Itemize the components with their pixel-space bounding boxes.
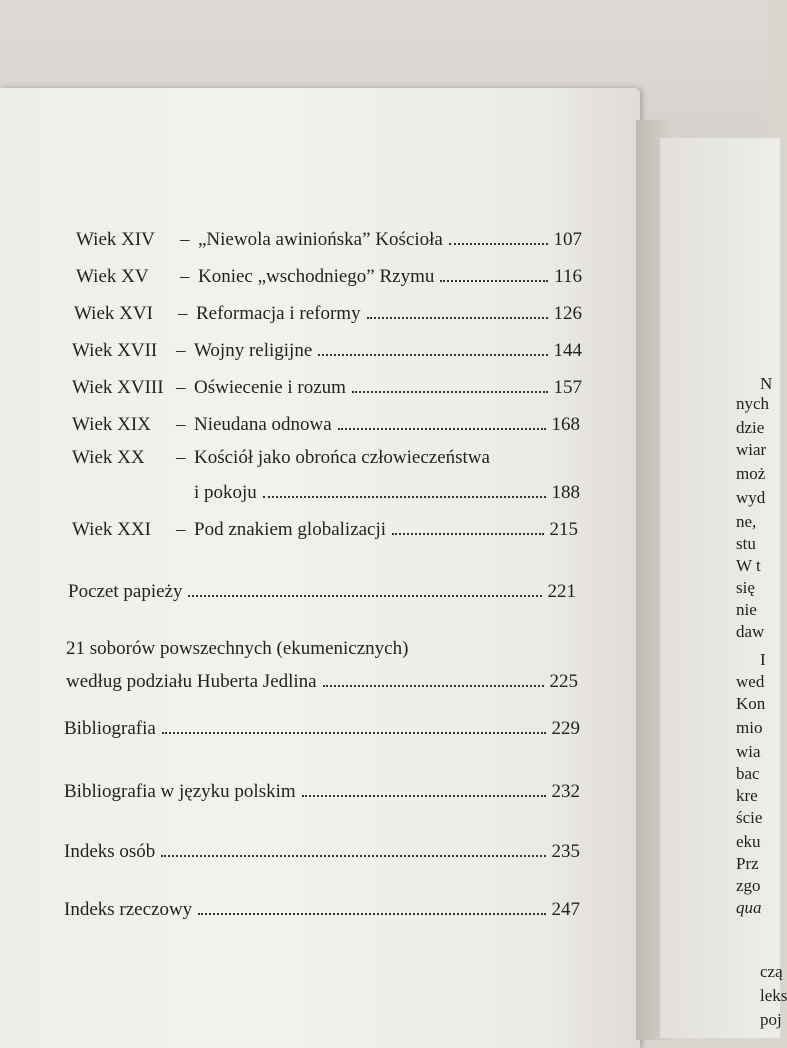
toc-entry-bibliography[interactable]: [64, 717, 580, 741]
toc-title: Wojny religijne: [194, 340, 313, 361]
right-text-fragment: wiar: [736, 440, 767, 459]
right-text-fragment: Kon: [736, 694, 766, 713]
right-text-fragment: daw: [736, 622, 765, 641]
toc-dash: –: [176, 414, 186, 435]
toc-title: Nieudana odnowa: [194, 414, 332, 435]
toc-page-number: 229: [551, 718, 580, 739]
toc-entry-index-persons[interactable]: [64, 840, 580, 864]
toc-dash: –: [176, 519, 186, 540]
right-page: [660, 138, 787, 1038]
toc-century: Wiek XXI: [72, 519, 151, 540]
right-text-fragment: moż: [736, 464, 766, 483]
toc-title: Koniec „wschodniego” Rzymu: [198, 266, 435, 287]
dot-leader: [263, 496, 546, 498]
dot-leader: [188, 595, 541, 597]
right-text-fragment: wed: [736, 672, 765, 691]
toc-entry-century-xx-line2[interactable]: [194, 481, 580, 505]
toc-entry-century-xviii[interactable]: [72, 376, 582, 400]
toc-title: Kościół jako obrońca człowieczeństwa: [194, 447, 490, 468]
toc-entry-century-xix[interactable]: [72, 413, 580, 437]
toc-page-number: 225: [549, 671, 578, 692]
toc-page-number: 116: [554, 266, 582, 287]
right-text-fragment: qua: [736, 898, 762, 917]
toc-title: Bibliografia: [64, 718, 156, 739]
dot-leader: [449, 243, 548, 245]
right-text-fragment: dzie: [736, 418, 765, 437]
toc-entry-century-xiv[interactable]: [76, 228, 582, 252]
dot-leader: [440, 280, 548, 282]
toc-dash: –: [176, 340, 186, 361]
dot-leader: [323, 685, 544, 687]
toc-title-continuation: według podziału Huberta Jedlina: [66, 671, 317, 692]
dot-leader: [198, 913, 545, 915]
right-text-fragment: bac: [736, 764, 760, 783]
toc-title: Poczet papieży: [68, 581, 183, 602]
dot-leader: [161, 855, 545, 857]
right-text-fragment: kre: [736, 786, 758, 805]
toc-page-number: 168: [551, 414, 580, 435]
toc-dash: –: [176, 377, 186, 398]
toc-page-number: 188: [551, 482, 580, 503]
toc-entry-councils-line2[interactable]: [66, 670, 578, 694]
right-text-fragment: nych: [736, 394, 770, 413]
toc-dash: –: [180, 229, 190, 250]
toc-title: „Niewola awiniońska” Kościoła: [198, 229, 443, 250]
dot-leader: [367, 317, 548, 319]
toc-page-number: 107: [553, 229, 582, 250]
toc-entry-index-subjects[interactable]: [64, 898, 580, 922]
right-text-fragment: Prz: [736, 854, 759, 873]
right-text-fragment: stu: [736, 534, 756, 553]
toc-entry-century-xvii[interactable]: [72, 339, 582, 363]
toc-century: Wiek XIV: [76, 229, 155, 250]
toc-page-number: 232: [551, 781, 580, 802]
toc-title-continuation: i pokoju: [194, 482, 257, 503]
toc-entry-century-xv[interactable]: [76, 265, 582, 289]
toc-entry-councils-line1[interactable]: [66, 637, 578, 661]
toc-century: Wiek XVI: [74, 303, 153, 324]
toc-century: Wiek XX: [72, 447, 145, 468]
toc-title: Bibliografia w języku polskim: [64, 781, 296, 802]
toc-century: Wiek XIX: [72, 414, 151, 435]
toc-dash: –: [176, 447, 186, 468]
toc-title: 21 soborów powszechnych (ekumenicznych): [66, 638, 409, 659]
right-text-fragment: się: [736, 578, 755, 597]
right-text-fragment: W t: [736, 556, 761, 575]
toc-entry-century-xvi[interactable]: [74, 302, 582, 326]
toc-title: Pod znakiem globalizacji: [194, 519, 387, 540]
toc-page-number: 235: [551, 841, 580, 862]
toc-page-number: 144: [553, 340, 582, 361]
right-text-fragment: ne,: [736, 512, 757, 531]
dot-leader: [352, 391, 548, 393]
toc-century: Wiek XVII: [72, 340, 158, 361]
toc-entry-bibliography-polish[interactable]: [64, 780, 580, 804]
right-text-fragment: leks: [760, 986, 787, 1005]
toc-title: Reformacja i reformy: [196, 303, 361, 324]
toc-page-number: 157: [553, 377, 582, 398]
toc-page-number: 126: [553, 303, 582, 324]
right-text-fragment: I: [760, 650, 766, 669]
right-text-fragment: poj: [760, 1010, 782, 1029]
toc-dash: –: [178, 303, 188, 324]
right-text-fragment: zgo: [736, 876, 761, 895]
dot-leader: [392, 533, 543, 535]
right-text-fragment: wia: [736, 742, 761, 761]
dot-leader: [162, 732, 546, 734]
right-text-fragment: nie: [736, 600, 757, 619]
toc-entry-century-xxi[interactable]: [72, 518, 578, 542]
right-text-fragment: eku: [736, 832, 761, 851]
right-text-fragment: czą: [760, 962, 783, 981]
right-text-fragment: N: [760, 374, 773, 393]
toc-century: Wiek XVIII: [72, 377, 164, 398]
toc-page-number: 221: [547, 581, 576, 602]
toc-title: Indeks rzeczowy: [64, 899, 193, 920]
dot-leader: [302, 795, 546, 797]
toc-page-number: 215: [549, 519, 578, 540]
toc-entry-popes[interactable]: [68, 580, 576, 604]
toc-dash: –: [180, 266, 190, 287]
toc-century: Wiek XV: [76, 266, 149, 287]
toc-title: Indeks osób: [64, 841, 156, 862]
right-text-fragment: ście: [736, 808, 763, 827]
dot-leader: [338, 428, 546, 430]
right-text-fragment: mio: [736, 718, 763, 737]
dot-leader: [318, 354, 547, 356]
toc-title: Oświecenie i rozum: [194, 377, 346, 398]
right-text-fragment: wyd: [736, 488, 766, 507]
toc-entry-century-xx-line1[interactable]: [72, 446, 582, 470]
toc-page-number: 247: [551, 899, 580, 920]
